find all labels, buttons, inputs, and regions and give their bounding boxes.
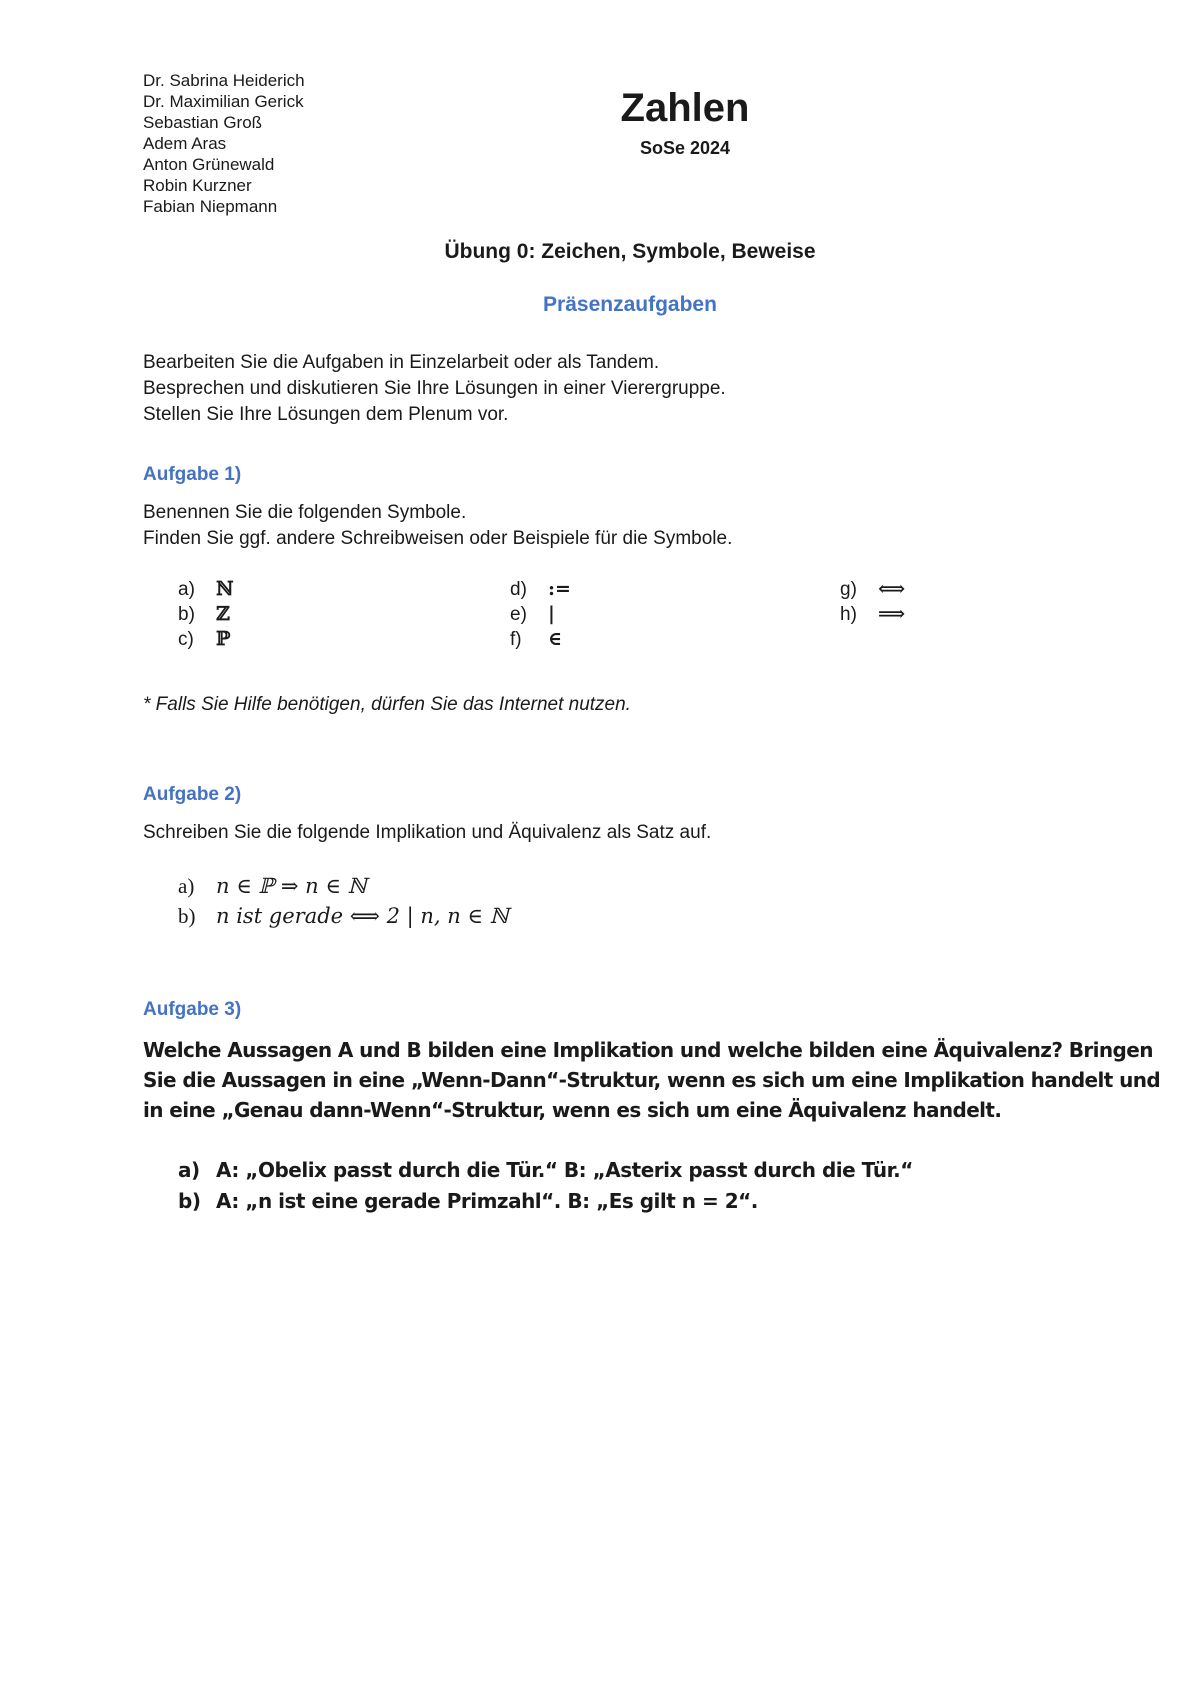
formula-item xyxy=(178,874,367,899)
task1-heading: Aufgabe 1) xyxy=(143,464,242,485)
symbol-item xyxy=(510,627,562,652)
task2-heading: Aufgabe 2) xyxy=(143,784,242,805)
symbol-label: g) xyxy=(840,579,857,600)
symbol-item xyxy=(510,577,571,602)
formula-label: b) xyxy=(178,904,196,928)
task1-text xyxy=(143,500,732,552)
symbol-value: | xyxy=(548,603,555,625)
statement-item xyxy=(178,1158,913,1182)
author-list xyxy=(143,70,305,217)
symbol-item xyxy=(840,577,905,602)
help-note: * Falls Sie Hilfe benötigen, dürfen Sie das Internet nutzen. xyxy=(143,694,631,715)
symbol-value: := xyxy=(548,578,571,600)
symbol-value: ℕ xyxy=(216,578,234,600)
intro-line: Besprechen und diskutieren Sie Ihre Lösungen in einer Vierergruppe. xyxy=(143,378,726,399)
author-name: Robin Kurzner xyxy=(143,176,252,195)
task3-line: Sie die Aussagen in eine „Wenn-Dann“-Struktur, wenn es sich um eine Implikation handelt und xyxy=(143,1068,1161,1092)
task3-line: in eine „Genau dann-Wenn“-Struktur, wenn es sich um eine Äquivalenz handelt. xyxy=(143,1098,1002,1122)
symbol-value: ℙ xyxy=(216,628,231,650)
formula-label: a) xyxy=(178,874,195,898)
symbol-value: ℤ xyxy=(216,603,230,625)
author-name: Fabian Niepmann xyxy=(143,197,278,216)
statement-label: b) xyxy=(178,1189,201,1213)
task3-line: Welche Aussagen A und B bilden eine Implikation und welche bilden eine Äquivalenz? Bringen xyxy=(143,1038,1153,1062)
task2-text: Schreiben Sie die folgende Implikation und Äquivalenz als Satz auf. xyxy=(143,822,712,843)
intro-line: Stellen Sie Ihre Lösungen dem Plenum vor. xyxy=(143,404,509,425)
symbol-label: c) xyxy=(178,629,194,650)
section-title: Präsenzaufgaben xyxy=(543,293,717,316)
symbol-item xyxy=(178,577,233,602)
intro-paragraph xyxy=(143,350,726,428)
formula-expression: n ∈ ℙ ⇒ n ∈ ℕ xyxy=(216,874,367,898)
symbol-value: ∈ xyxy=(548,628,563,650)
statement-label: a) xyxy=(178,1158,200,1182)
symbol-label: f) xyxy=(510,629,522,650)
symbol-value: ⟺ xyxy=(878,578,906,600)
author-name: Dr. Sabrina Heiderich xyxy=(143,71,305,90)
symbol-label: b) xyxy=(178,604,195,625)
symbol-item xyxy=(178,627,230,652)
course-title: Zahlen xyxy=(620,86,750,130)
intro-line: Bearbeiten Sie die Aufgaben in Einzelarbeit oder als Tandem. xyxy=(143,352,660,373)
author-name: Sebastian Groß xyxy=(143,113,263,132)
author-name: Anton Grünewald xyxy=(143,155,275,174)
symbol-label: e) xyxy=(510,604,527,625)
symbol-item xyxy=(840,602,905,627)
sheet-title: Übung 0: Zeichen, Symbole, Beweise xyxy=(444,240,816,263)
symbol-item xyxy=(178,602,230,627)
author-name: Dr. Maximilian Gerick xyxy=(143,92,304,111)
task3-text xyxy=(143,1035,1160,1125)
formula-item xyxy=(178,904,509,929)
symbol-label: a) xyxy=(178,579,195,600)
task1-line: Benennen Sie die folgenden Symbole. xyxy=(143,502,467,523)
statement-text: A: „n ist eine gerade Primzahl“. B: „Es gilt n = 2“. xyxy=(216,1189,758,1213)
task3-heading: Aufgabe 3) xyxy=(143,999,242,1020)
symbol-value: ⟹ xyxy=(878,603,906,625)
course-semester: SoSe 2024 xyxy=(639,138,731,158)
statement-text: A: „Obelix passt durch die Tür.“ B: „Asterix passt durch die Tür.“ xyxy=(216,1158,913,1182)
statement-item xyxy=(178,1189,758,1213)
formula-expression: n ist gerade ⟺ 2 | n, n ∈ ℕ xyxy=(216,904,509,928)
task1-line: Finden Sie ggf. andere Schreibweisen oder Beispiele für die Symbole. xyxy=(143,528,733,549)
symbol-label: h) xyxy=(840,604,857,625)
symbol-item xyxy=(510,602,555,627)
symbol-label: d) xyxy=(510,579,527,600)
author-name: Adem Aras xyxy=(143,134,227,153)
